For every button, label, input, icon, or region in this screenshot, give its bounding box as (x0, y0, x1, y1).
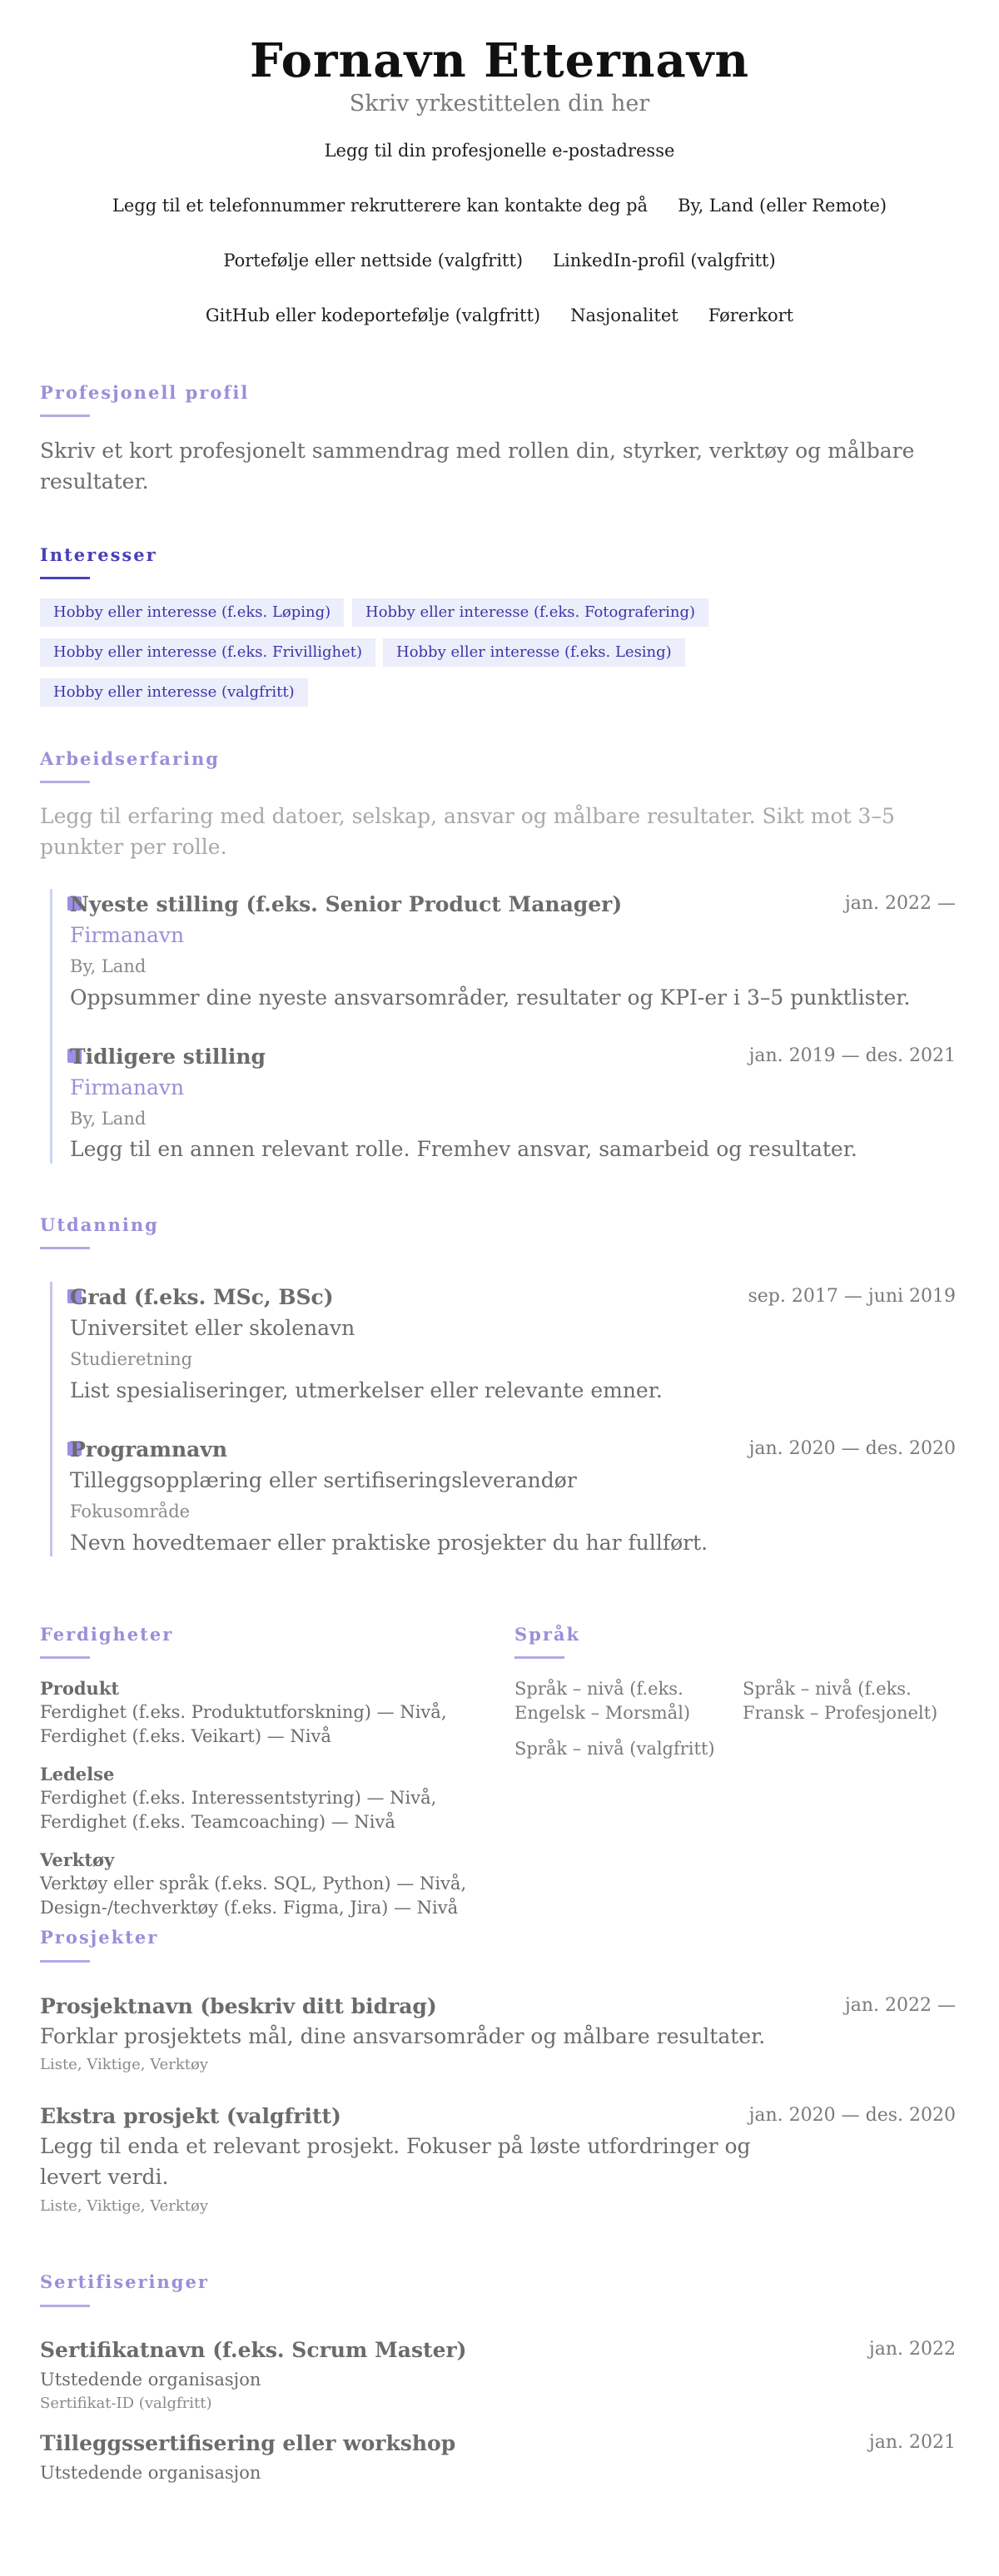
interest-chip[interactable]: Hobby eller interesse (f.eks. Løping) (40, 598, 344, 627)
contact-row-3 (0, 249, 999, 272)
job-description[interactable]: Legg til en annen relevant rolle. Fremhev ansvar, samarbeid og resultater. (70, 1137, 857, 1161)
section-divider (40, 1656, 90, 1659)
skill-item[interactable]: Ferdighet (f.eks. Interessentstyring) — Nivå, (40, 1788, 437, 1808)
section-heading-skills: Ferdigheter (40, 1624, 174, 1645)
candidate-name: Fornavn Etternavn (249, 33, 750, 88)
section-heading-education: Utdanning (40, 1214, 159, 1235)
job-location: By, Land (70, 956, 147, 976)
section-divider (40, 1247, 90, 1249)
job-description[interactable]: Oppsummer dine nyeste ansvarsområder, resultater og KPI-er i 3–5 punktlister. (70, 985, 911, 1010)
email-field[interactable]: Legg til din profesjonelle e-postadresse (324, 141, 675, 161)
field-of-study: Studieretning (70, 1349, 193, 1369)
job-title: Skriv yrkestittelen din her (349, 91, 650, 117)
experience-timeline (50, 889, 52, 1164)
language-item[interactable]: Språk – nivå (valgfritt) (514, 1739, 715, 1759)
job-title-entry[interactable]: Nyeste stilling (f.eks. Senior Product Manager) (70, 892, 623, 916)
contact-row-2 (0, 194, 999, 217)
section-heading-languages: Språk (514, 1624, 581, 1645)
section-divider (40, 577, 90, 579)
project-date: jan. 2020 — des. 2020 (748, 2105, 956, 2126)
education-description[interactable]: List spesialiseringer, utmerkelser eller relevante emner. (70, 1378, 663, 1402)
license-field[interactable]: Førerkort (708, 305, 794, 325)
skill-item[interactable]: Design-/techverktøy (f.eks. Figma, Jira) — Nivå (40, 1898, 459, 1918)
skill-group-title: Produkt (40, 1678, 120, 1699)
company-name[interactable]: Firmanavn (70, 1075, 185, 1099)
interest-chip[interactable]: Hobby eller interesse (f.eks. Fotografering) (352, 598, 708, 627)
job-date: jan. 2019 — des. 2021 (748, 1045, 956, 1066)
section-heading-certifications: Sertifiseringer (40, 2271, 209, 2292)
certificate-title[interactable]: Tilleggssertifisering eller workshop (40, 2431, 456, 2455)
profile-summary[interactable]: Skriv et kort profesjonelt sammendrag med rollen din, styrker, verktøy og målbare resultater. (40, 439, 915, 494)
job-location: By, Land (70, 1109, 147, 1129)
section-divider (40, 781, 90, 783)
school-name[interactable]: Universitet eller skolenavn (70, 1316, 355, 1340)
contact-row-1 (0, 139, 999, 162)
education-timeline (50, 1282, 52, 1556)
school-name[interactable]: Tilleggsopplæring eller sertifiseringsleverandør (70, 1468, 577, 1492)
skill-item[interactable]: Verktøy eller språk (f.eks. SQL, Python) — Nivå, (40, 1874, 467, 1894)
certificate-date: jan. 2022 (868, 2339, 956, 2360)
skill-item[interactable]: Ferdighet (f.eks. Veikart) — Nivå (40, 1726, 331, 1746)
company-name[interactable]: Firmanavn (70, 923, 185, 947)
certificate-issuer[interactable]: Utstedende organisasjon (40, 2463, 261, 2483)
project-tags: Liste, Viktige, Verktøy (40, 2197, 208, 2215)
project-date: jan. 2022 — (844, 1995, 956, 2016)
field-of-study: Fokusområde (70, 1501, 191, 1521)
language-item[interactable]: Språk – nivå (f.eks. Fransk – Profesjonelt) (743, 1679, 938, 1723)
section-divider (514, 1656, 564, 1659)
section-heading-experience: Arbeidserfaring (40, 748, 220, 769)
education-date: jan. 2020 — des. 2020 (748, 1438, 956, 1459)
phone-field[interactable]: Legg til et telefonnummer rekrutterere kan kontakte deg på (112, 196, 649, 216)
interest-chip[interactable]: Hobby eller interesse (f.eks. Lesing) (383, 638, 685, 667)
project-description[interactable]: Legg til enda et relevant prosjekt. Fokuser på løste utfordringer og levert verdi. (40, 2134, 751, 2189)
project-title[interactable]: Prosjektnavn (beskriv ditt bidrag) (40, 1994, 437, 2018)
nationality-field[interactable]: Nasjonalitet (570, 305, 678, 325)
section-heading-profile: Profesjonell profil (40, 382, 250, 403)
skill-item[interactable]: Ferdighet (f.eks. Teamcoaching) — Nivå (40, 1812, 395, 1832)
section-heading-interests: Interesser (40, 544, 157, 565)
experience-intro: Legg til erfaring med datoer, selskap, ansvar og målbare resultater. Sikt mot 3–5 punkter per rolle. (40, 804, 895, 859)
section-divider (40, 1960, 90, 1963)
location-field[interactable]: By, Land (eller Remote) (678, 196, 887, 216)
skill-group-title: Ledelse (40, 1764, 115, 1784)
section-heading-projects: Prosjekter (40, 1927, 159, 1948)
education-description[interactable]: Nevn hovedtemaer eller praktiske prosjekter du har fullført. (70, 1531, 708, 1555)
job-title-entry[interactable]: Tidligere stilling (70, 1045, 266, 1069)
project-tags: Liste, Viktige, Verktøy (40, 2056, 208, 2073)
language-item[interactable]: Språk – nivå (f.eks. Engelsk – Morsmål) (514, 1679, 691, 1723)
skill-item[interactable]: Ferdighet (f.eks. Produktutforskning) — Nivå, (40, 1702, 447, 1722)
section-divider (40, 414, 90, 417)
job-date: jan. 2022 — (844, 893, 956, 914)
degree-title[interactable]: Grad (f.eks. MSc, BSc) (70, 1285, 334, 1309)
contact-row-4 (0, 304, 999, 327)
interest-chip[interactable]: Hobby eller interesse (valgfritt) (40, 678, 308, 707)
skill-group-title: Verktøy (40, 1849, 115, 1870)
linkedin-link[interactable]: LinkedIn-profil (valgfritt) (553, 251, 776, 271)
project-description[interactable]: Forklar prosjektets mål, dine ansvarsområder og målbare resultater. (40, 2024, 766, 2048)
interest-chip[interactable]: Hobby eller interesse (f.eks. Frivillighet) (40, 638, 375, 667)
project-title[interactable]: Ekstra prosjekt (valgfritt) (40, 2104, 341, 2128)
section-divider (40, 2305, 90, 2307)
certificate-issuer[interactable]: Utstedende organisasjon (40, 2370, 261, 2390)
portfolio-link[interactable]: Portefølje eller nettside (valgfritt) (223, 251, 524, 271)
github-link[interactable]: GitHub eller kodeportefølje (valgfritt) (205, 305, 541, 325)
certificate-title[interactable]: Sertifikatnavn (f.eks. Scrum Master) (40, 2338, 467, 2362)
education-date: sep. 2017 — juni 2019 (748, 1286, 956, 1307)
certificate-date: jan. 2021 (868, 2432, 956, 2453)
degree-title[interactable]: Programnavn (70, 1437, 228, 1462)
certificate-id: Sertifikat-ID (valgfritt) (40, 2395, 212, 2412)
